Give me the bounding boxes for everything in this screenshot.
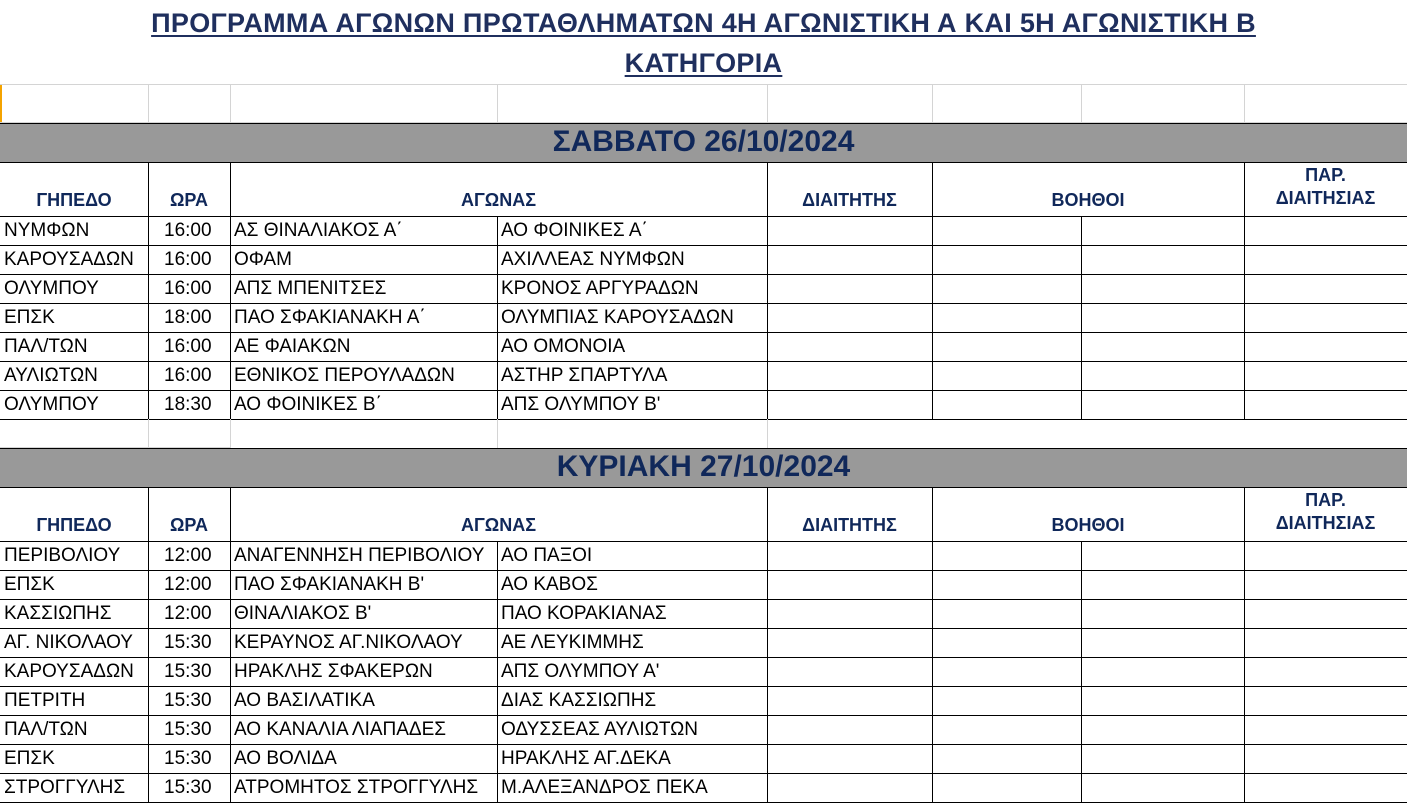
home-team-cell[interactable]: ΟΦΑΜ: [234, 249, 292, 270]
assistant-1-cell[interactable]: [932, 303, 1081, 332]
assistant-2-cell[interactable]: [1081, 773, 1244, 802]
gridline: [148, 84, 149, 122]
referee-cell[interactable]: [767, 274, 932, 303]
assistant-1-cell[interactable]: [932, 332, 1081, 361]
time-cell[interactable]: 16:00: [164, 278, 212, 299]
gridline: [767, 419, 768, 448]
assistant-2-cell[interactable]: [1081, 216, 1244, 245]
assistant-1-cell[interactable]: [932, 390, 1081, 419]
gridline: [1081, 84, 1082, 122]
time-cell[interactable]: 15:30: [164, 748, 212, 769]
observer-cell[interactable]: [1244, 245, 1407, 274]
observer-cell[interactable]: [1244, 715, 1407, 744]
away-team-cell[interactable]: ΚΡΟΝΟΣ ΑΡΓΥΡΑΔΩΝ: [501, 278, 699, 299]
home-team-cell[interactable]: ΑΟ ΚΑΝΑΛΙΑ ΛΙΑΠΑΔΕΣ: [234, 719, 447, 740]
home-team-cell[interactable]: ΑΟ ΦΟΙΝΙΚΕΣ Β΄: [234, 394, 382, 415]
assistant-1-cell[interactable]: [932, 657, 1081, 686]
referee-cell[interactable]: [767, 657, 932, 686]
away-team-cell[interactable]: ΟΛΥΜΠΙΑΣ ΚΑΡΟΥΣΑΔΩΝ: [501, 307, 734, 328]
venue-cell[interactable]: ΚΑΡΟΥΣΑΔΩΝ: [4, 661, 134, 682]
day-title: ΚΥΡΙΑΚΗ 27/10/2024: [556, 450, 851, 483]
assistant-1-cell[interactable]: [932, 541, 1081, 570]
referee-cell[interactable]: [767, 361, 932, 390]
away-team-cell[interactable]: ΔΙΑΣ ΚΑΣΣΙΩΠΗΣ: [501, 690, 657, 711]
venue-cell[interactable]: ΟΛΥΜΠΟΥ: [4, 394, 99, 415]
assistant-2-cell[interactable]: [1081, 628, 1244, 657]
assistant-2-cell[interactable]: [1081, 361, 1244, 390]
gridline: [0, 84, 1407, 85]
column-header-time: ΩΡΑ: [169, 190, 209, 210]
column-header-time: ΩΡΑ: [169, 515, 209, 535]
assistant-1-cell[interactable]: [932, 245, 1081, 274]
away-team-cell[interactable]: ΑΟ ΟΜΟΝΟΙΑ: [501, 336, 626, 357]
time-cell[interactable]: 15:30: [164, 777, 212, 798]
gridline: [497, 419, 498, 448]
column-header-assistants: ΒΟΗΘΟΙ: [1051, 515, 1125, 535]
time-cell[interactable]: 12:00: [164, 545, 212, 566]
gridline: [932, 84, 933, 122]
time-cell[interactable]: 16:00: [164, 336, 212, 357]
column-header-referee: ΔΙΑΙΤΗΤΗΣ: [802, 190, 897, 210]
assistant-2-cell[interactable]: [1081, 715, 1244, 744]
assistant-1-cell[interactable]: [932, 744, 1081, 773]
referee-cell[interactable]: [767, 245, 932, 274]
referee-cell[interactable]: [767, 216, 932, 245]
assistant-2-cell[interactable]: [1081, 245, 1244, 274]
page-title-line-2: ΚΑΤΗΓΟΡΙΑ: [624, 48, 783, 78]
away-team-cell[interactable]: ΑΧΙΛΛΕΑΣ ΝΥΜΦΩΝ: [501, 249, 685, 270]
home-team-cell[interactable]: ΚΕΡΑΥΝΟΣ ΑΓ.ΝΙΚΟΛΑΟΥ: [234, 632, 463, 653]
observer-cell[interactable]: [1244, 274, 1407, 303]
referee-cell[interactable]: [767, 541, 932, 570]
assistant-2-cell[interactable]: [1081, 303, 1244, 332]
column-header-observer-line1: ΠΑΡ.: [1305, 165, 1346, 185]
column-header-observer-line2: ΔΙΑΙΤΗΣΙΑΣ: [1275, 513, 1376, 533]
home-team-cell[interactable]: ΠΑΟ ΣΦΑΚΙΑΝΑΚΗ Β': [234, 574, 425, 595]
assistant-2-cell[interactable]: [1081, 599, 1244, 628]
column-header-observer-line2: ΔΙΑΙΤΗΣΙΑΣ: [1275, 188, 1376, 208]
away-team-cell[interactable]: ΗΡΑΚΛΗΣ ΑΓ.ΔΕΚΑ: [501, 748, 671, 769]
home-team-cell[interactable]: ΑΝΑΓΕΝΝΗΣΗ ΠΕΡΙΒΟΛΙΟΥ: [234, 545, 485, 566]
assistant-1-cell[interactable]: [932, 715, 1081, 744]
time-cell[interactable]: 15:30: [164, 661, 212, 682]
observer-cell[interactable]: [1244, 599, 1407, 628]
referee-cell[interactable]: [767, 773, 932, 802]
observer-cell[interactable]: [1244, 570, 1407, 599]
column-header-match: ΑΓΩΝΑΣ: [460, 190, 537, 210]
active-cell-indicator: [0, 84, 2, 122]
home-team-cell[interactable]: ΑΠΣ ΜΠΕΝΙΤΣΕΣ: [234, 278, 387, 299]
time-cell[interactable]: 16:00: [164, 249, 212, 270]
assistant-1-cell[interactable]: [932, 686, 1081, 715]
gridline: [230, 84, 231, 122]
home-team-cell[interactable]: ΑΤΡΟΜΗΤΟΣ ΣΤΡΟΓΓΥΛΗΣ: [234, 777, 479, 798]
border: [0, 802, 1407, 803]
gridline: [767, 84, 768, 122]
observer-cell[interactable]: [1244, 686, 1407, 715]
referee-cell[interactable]: [767, 570, 932, 599]
page-title-line-1: ΠΡΟΓΡΑΜΜΑ ΑΓΩΝΩΝ ΠΡΩΤΑΘΛΗΜΑΤΩΝ 4Η ΑΓΩΝΙΣΤΙΚΗ Α ΚΑΙ 5Η ΑΓΩΝΙΣΤΙΚΗ Β: [151, 8, 1256, 38]
venue-cell[interactable]: ΟΛΥΜΠΟΥ: [4, 278, 99, 299]
venue-cell[interactable]: ΠΑΛ/ΤΩΝ: [4, 719, 88, 740]
home-team-cell[interactable]: ΑΣ ΘΙΝΑΛΙΑΚΟΣ Α΄: [234, 220, 403, 241]
assistant-2-cell[interactable]: [1081, 390, 1244, 419]
referee-cell[interactable]: [767, 390, 932, 419]
day-title: ΣΑΒΒΑΤΟ 26/10/2024: [552, 125, 855, 158]
gridline: [230, 419, 231, 448]
venue-cell[interactable]: ΕΠΣΚ: [4, 307, 55, 328]
away-team-cell[interactable]: Μ.ΑΛΕΞΑΝΔΡΟΣ ΠΕΚΑ: [501, 777, 708, 798]
away-team-cell[interactable]: ΑΠΣ ΟΛΥΜΠΟΥ Α': [501, 661, 660, 682]
column-header-venue: ΓΗΠΕΔΟ: [36, 515, 112, 535]
venue-cell[interactable]: ΠΑΛ/ΤΩΝ: [4, 336, 88, 357]
assistant-2-cell[interactable]: [1081, 686, 1244, 715]
time-cell[interactable]: 12:00: [164, 574, 212, 595]
away-team-cell[interactable]: ΑΣΤΗΡ ΣΠΑΡΤΥΛΑ: [501, 365, 668, 386]
observer-cell[interactable]: [1244, 628, 1407, 657]
assistant-2-cell[interactable]: [1081, 541, 1244, 570]
venue-cell[interactable]: ΝΥΜΦΩΝ: [4, 220, 90, 241]
observer-cell[interactable]: [1244, 390, 1407, 419]
venue-cell[interactable]: ΠΕΡΙΒΟΛΙΟΥ: [4, 545, 121, 566]
venue-cell[interactable]: ΑΥΛΙΩΤΩΝ: [4, 365, 98, 386]
time-cell[interactable]: 16:00: [164, 220, 212, 241]
venue-cell[interactable]: ΣΤΡΟΓΓΥΛΗΣ: [4, 777, 126, 798]
home-team-cell[interactable]: ΑΕ ΦΑΙΑΚΩΝ: [234, 336, 351, 357]
assistant-1-cell[interactable]: [932, 570, 1081, 599]
observer-cell[interactable]: [1244, 332, 1407, 361]
assistant-1-cell[interactable]: [932, 361, 1081, 390]
away-team-cell[interactable]: ΑΟ ΦΟΙΝΙΚΕΣ Α΄: [501, 220, 648, 241]
venue-cell[interactable]: ΠΕΤΡΙΤΗ: [4, 690, 86, 711]
referee-cell[interactable]: [767, 628, 932, 657]
border: [0, 419, 1407, 420]
away-team-cell[interactable]: ΑΠΣ ΟΛΥΜΠΟΥ Β': [501, 394, 661, 415]
away-team-cell[interactable]: ΑΟ ΠΑΞΟΙ: [501, 545, 593, 566]
home-team-cell[interactable]: ΑΟ ΒΟΛΙΔΑ: [234, 748, 337, 769]
assistant-1-cell[interactable]: [932, 216, 1081, 245]
time-cell[interactable]: 16:00: [164, 365, 212, 386]
away-team-cell[interactable]: ΑΕ ΛΕΥΚΙΜΜΗΣ: [501, 632, 644, 653]
venue-cell[interactable]: ΑΓ. ΝΙΚΟΛΑΟΥ: [4, 632, 133, 653]
referee-cell[interactable]: [767, 303, 932, 332]
venue-cell[interactable]: ΚΑΣΣΙΩΠΗΣ: [4, 603, 112, 624]
home-team-cell[interactable]: ΑΟ ΒΑΣΙΛΑΤΙΚΑ: [234, 690, 375, 711]
column-header-match: ΑΓΩΝΑΣ: [460, 515, 537, 535]
venue-cell[interactable]: ΚΑΡΟΥΣΑΔΩΝ: [4, 249, 134, 270]
venue-cell[interactable]: ΕΠΣΚ: [4, 748, 55, 769]
home-team-cell[interactable]: ΕΘΝΙΚΟΣ ΠΕΡΟΥΛΑΔΩΝ: [234, 365, 455, 386]
assistant-2-cell[interactable]: [1081, 744, 1244, 773]
time-cell[interactable]: 15:30: [164, 632, 212, 653]
referee-cell[interactable]: [767, 686, 932, 715]
time-cell[interactable]: 18:00: [164, 307, 212, 328]
time-cell[interactable]: 12:00: [164, 603, 212, 624]
away-team-cell[interactable]: ΠΑΟ ΚΟΡΑΚΙΑΝΑΣ: [501, 603, 667, 624]
time-cell[interactable]: 15:30: [164, 690, 212, 711]
assistant-1-cell[interactable]: [932, 773, 1081, 802]
assistant-1-cell[interactable]: [932, 599, 1081, 628]
column-header-assistants: ΒΟΗΘΟΙ: [1051, 190, 1125, 210]
observer-cell[interactable]: [1244, 773, 1407, 802]
gridline: [148, 419, 149, 448]
assistant-2-cell[interactable]: [1081, 332, 1244, 361]
column-header-observer-line1: ΠΑΡ.: [1305, 490, 1346, 510]
observer-cell[interactable]: [1244, 657, 1407, 686]
time-cell[interactable]: 15:30: [164, 719, 212, 740]
assistant-2-cell[interactable]: [1081, 657, 1244, 686]
away-team-cell[interactable]: ΟΔΥΣΣΕΑΣ ΑΥΛΙΩΤΩΝ: [501, 719, 699, 740]
venue-cell[interactable]: ΕΠΣΚ: [4, 574, 55, 595]
column-header-venue: ΓΗΠΕΔΟ: [36, 190, 112, 210]
gridline: [497, 84, 498, 122]
assistant-1-cell[interactable]: [932, 274, 1081, 303]
observer-cell[interactable]: [1244, 361, 1407, 390]
away-team-cell[interactable]: ΑΟ ΚΑΒΟΣ: [501, 574, 598, 595]
time-cell[interactable]: 18:30: [164, 394, 212, 415]
referee-cell[interactable]: [767, 332, 932, 361]
referee-cell[interactable]: [767, 599, 932, 628]
gridline: [1244, 84, 1245, 122]
referee-cell[interactable]: [767, 744, 932, 773]
home-team-cell[interactable]: ΗΡΑΚΛΗΣ ΣΦΑΚΕΡΩΝ: [234, 661, 433, 682]
observer-cell[interactable]: [1244, 744, 1407, 773]
assistant-1-cell[interactable]: [932, 628, 1081, 657]
referee-cell[interactable]: [767, 715, 932, 744]
home-team-cell[interactable]: ΘΙΝΑΛΙΑΚΟΣ Β': [234, 603, 372, 624]
observer-cell[interactable]: [1244, 216, 1407, 245]
assistant-2-cell[interactable]: [1081, 274, 1244, 303]
column-header-referee: ΔΙΑΙΤΗΤΗΣ: [802, 515, 897, 535]
observer-cell[interactable]: [1244, 303, 1407, 332]
assistant-2-cell[interactable]: [1081, 570, 1244, 599]
home-team-cell[interactable]: ΠΑΟ ΣΦΑΚΙΑΝΑΚΗ Α΄: [234, 307, 426, 328]
observer-cell[interactable]: [1244, 541, 1407, 570]
